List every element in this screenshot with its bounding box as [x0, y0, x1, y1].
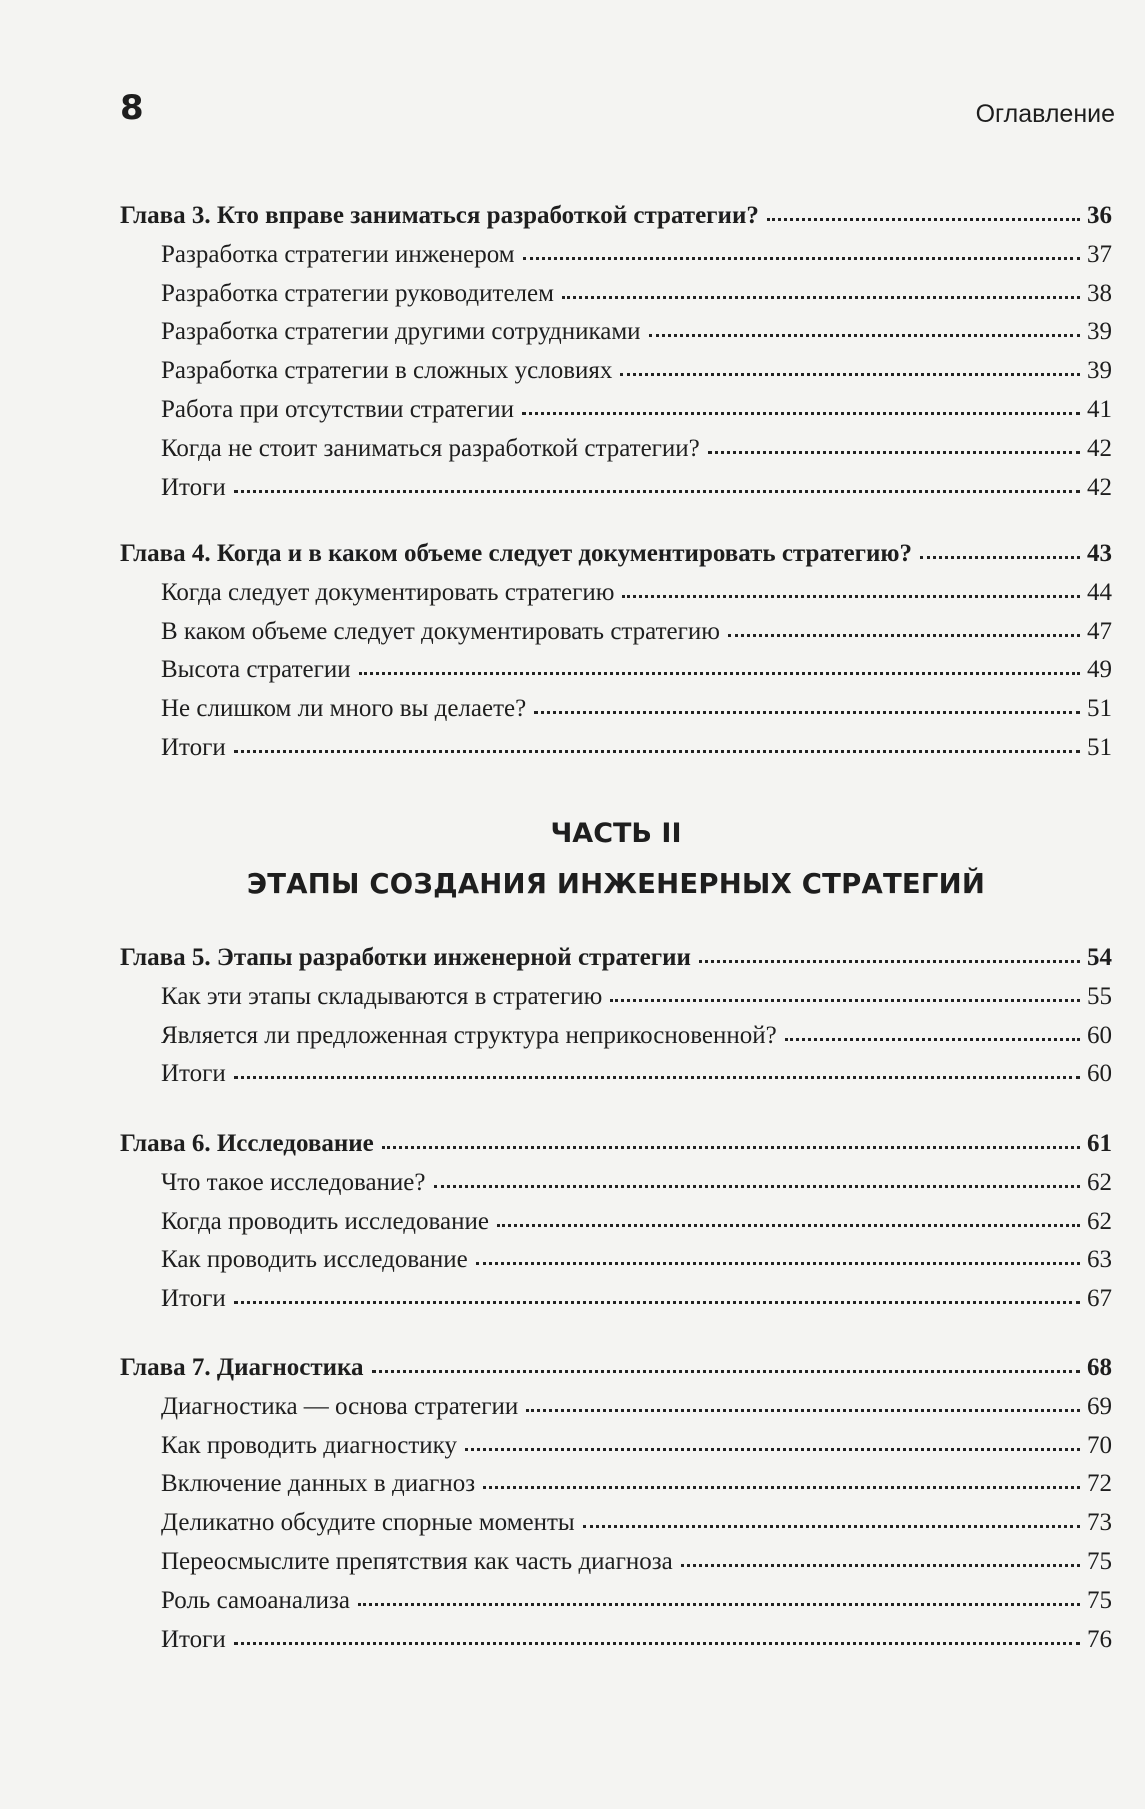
toc-section-entry — [120, 313, 1112, 352]
toc-page-number: 68 — [1087, 1354, 1112, 1381]
dot-leader — [562, 295, 1080, 299]
toc-page-number: 75 — [1087, 1586, 1112, 1614]
toc-entry-title: Глава 4. Когда и в каком объеме следует документировать стратегию? — [120, 540, 913, 567]
dot-leader — [234, 749, 1080, 753]
toc-section-entry — [120, 690, 1112, 729]
toc-section-entry — [120, 1504, 1112, 1543]
toc-block-chapter-3 — [120, 197, 1112, 507]
toc-entry-title: Разработка стратегии инженером — [161, 240, 515, 268]
dot-leader — [234, 489, 1080, 493]
toc-page-number: 72 — [1087, 1470, 1112, 1498]
toc-entry-title: Разработка стратегии руководителем — [161, 279, 554, 307]
toc-section-entry — [120, 1388, 1112, 1427]
dot-leader — [476, 1261, 1080, 1265]
toc-entry-title: Является ли предложенная структура неприкосновенной? — [161, 1021, 777, 1049]
toc-chapter-entry — [120, 939, 1112, 978]
toc-page-number: 49 — [1087, 656, 1112, 684]
toc-section-entry — [120, 1465, 1112, 1504]
toc-page-number: 67 — [1087, 1285, 1112, 1313]
toc-entry-title: Деликатно обсудите спорные моменты — [161, 1509, 575, 1537]
dot-leader — [708, 450, 1080, 454]
toc-page-number: 76 — [1087, 1625, 1112, 1653]
toc-chapter-entry — [120, 535, 1112, 574]
dot-leader — [234, 1075, 1080, 1079]
toc-page-number: 37 — [1087, 240, 1112, 268]
toc-section-entry — [120, 391, 1112, 430]
toc-page-number: 39 — [1087, 357, 1112, 385]
toc-entry-title: Итоги — [161, 733, 226, 761]
dot-leader — [785, 1037, 1080, 1041]
dot-leader — [358, 1602, 1080, 1606]
toc-block-chapter-7 — [120, 1349, 1112, 1659]
dot-leader — [359, 671, 1080, 675]
toc-entry-title: Когда проводить исследование — [161, 1207, 489, 1235]
toc-page-number: 70 — [1087, 1431, 1112, 1459]
toc-page-number: 54 — [1087, 944, 1112, 971]
toc-block-chapter-6 — [120, 1125, 1112, 1319]
toc-page-number: 73 — [1087, 1509, 1112, 1537]
dot-leader — [920, 555, 1080, 559]
toc-page-number: 42 — [1087, 473, 1112, 501]
toc-section-entry — [120, 1241, 1112, 1280]
dot-leader — [434, 1184, 1080, 1188]
dot-leader — [497, 1223, 1080, 1227]
toc-page-number: 62 — [1087, 1168, 1112, 1196]
toc-entry-title: Итоги — [161, 1060, 226, 1088]
dot-leader — [583, 1524, 1080, 1528]
toc-entry-title: Глава 7. Диагностика — [120, 1354, 364, 1381]
toc-section-entry — [120, 1621, 1112, 1660]
toc-section-entry — [120, 651, 1112, 690]
toc-page-number: 69 — [1087, 1392, 1112, 1420]
dot-leader — [767, 217, 1080, 221]
toc-entry-title: В каком объеме следует документировать стратегию — [161, 617, 720, 645]
dot-leader — [649, 333, 1080, 337]
dot-leader — [534, 710, 1080, 714]
dot-leader — [234, 1641, 1080, 1645]
toc-section-entry — [120, 236, 1112, 275]
toc-entry-title: Глава 5. Этапы разработки инженерной стратегии — [120, 944, 691, 971]
toc-page-number: 41 — [1087, 395, 1112, 423]
toc-page-number: 62 — [1087, 1207, 1112, 1235]
toc-page-number: 43 — [1087, 540, 1112, 567]
toc-entry-title: Глава 3. Кто вправе заниматься разработкой стратегии? — [120, 202, 759, 229]
toc-page-number: 60 — [1087, 1060, 1112, 1088]
toc-entry-title: Диагностика — основа стратегии — [161, 1392, 519, 1420]
dot-leader — [522, 411, 1080, 415]
part-label: ЧАСТЬ II — [550, 818, 682, 849]
toc-section-entry — [120, 978, 1112, 1017]
toc-entry-title: Работа при отсутствии стратегии — [161, 395, 515, 423]
toc-section-entry — [120, 1280, 1112, 1319]
toc-page-number: 63 — [1087, 1246, 1112, 1274]
toc-page-number: 38 — [1087, 279, 1112, 307]
dot-leader — [523, 256, 1080, 260]
dot-leader — [382, 1145, 1080, 1149]
toc-section-entry — [120, 1017, 1112, 1056]
toc-page-number: 55 — [1087, 982, 1112, 1010]
toc-page-number: 60 — [1087, 1021, 1112, 1049]
dot-leader — [483, 1485, 1080, 1489]
toc-entry-title: Что такое исследование? — [161, 1168, 426, 1196]
toc-page-number: 61 — [1087, 1130, 1112, 1157]
toc-entry-title: Как проводить диагностику — [161, 1431, 457, 1459]
dot-leader — [622, 594, 1080, 598]
toc-entry-title: Итоги — [161, 1625, 226, 1653]
toc-entry-title: Когда не стоит заниматься разработкой стратегии? — [161, 434, 700, 462]
toc-section-entry — [120, 1055, 1112, 1094]
toc-chapter-entry — [120, 1349, 1112, 1388]
toc-section-entry — [120, 352, 1112, 391]
toc-entry-title: Разработка стратегии другими сотрудниками — [161, 318, 641, 346]
toc-section-entry — [120, 275, 1112, 314]
toc-entry-title: Как проводить исследование — [161, 1246, 468, 1274]
toc-section-entry — [120, 469, 1112, 508]
running-head: Оглавление — [975, 100, 1115, 128]
toc-entry-title: Итоги — [161, 473, 226, 501]
page-number: 8 — [120, 88, 144, 128]
dot-leader — [699, 959, 1080, 963]
toc-entry-title: Высота стратегии — [161, 656, 351, 684]
dot-leader — [681, 1563, 1080, 1567]
toc-entry-title: Переосмыслите препятствия как часть диагноза — [161, 1547, 673, 1575]
toc-block-chapter-4 — [120, 535, 1112, 768]
toc-section-entry — [120, 1164, 1112, 1203]
toc-page-number: 39 — [1087, 318, 1112, 346]
toc-page-number: 42 — [1087, 434, 1112, 462]
toc-page-number: 75 — [1087, 1547, 1112, 1575]
toc-entry-title: Включение данных в диагноз — [161, 1470, 476, 1498]
toc-chapter-entry — [120, 1125, 1112, 1164]
toc-entry-title: Глава 6. Исследование — [120, 1130, 374, 1157]
toc-entry-title: Как эти этапы складываются в стратегию — [161, 982, 603, 1010]
toc-section-entry — [120, 1203, 1112, 1242]
dot-leader — [610, 998, 1080, 1002]
toc-page-number: 51 — [1087, 733, 1112, 761]
toc-section-entry — [120, 1582, 1112, 1621]
toc-section-entry — [120, 613, 1112, 652]
toc-entry-title: Не слишком ли много вы делаете? — [161, 695, 527, 723]
dot-leader — [728, 633, 1080, 637]
toc-section-entry — [120, 729, 1112, 768]
toc-section-entry — [120, 1543, 1112, 1582]
toc-entry-title: Когда следует документировать стратегию — [161, 578, 615, 606]
toc-entry-title: Итоги — [161, 1285, 226, 1313]
toc-page-number: 51 — [1087, 695, 1112, 723]
dot-leader — [372, 1369, 1080, 1373]
toc-section-entry — [120, 430, 1112, 469]
dot-leader — [526, 1408, 1080, 1412]
part-title: ЭТАПЫ СОЗДАНИЯ ИНЖЕНЕРНЫХ СТРАТЕГИЙ — [246, 868, 986, 900]
toc-chapter-entry — [120, 197, 1112, 236]
toc-block-chapter-5 — [120, 939, 1112, 1094]
toc-page-number: 36 — [1087, 202, 1112, 229]
dot-leader — [465, 1447, 1080, 1451]
toc-section-entry — [120, 1427, 1112, 1466]
toc-page-number: 44 — [1087, 578, 1112, 606]
dot-leader — [234, 1300, 1080, 1304]
toc-page-number: 47 — [1087, 617, 1112, 645]
toc-entry-title: Роль самоанализа — [161, 1586, 351, 1614]
toc-entry-title: Разработка стратегии в сложных условиях — [161, 357, 613, 385]
dot-leader — [620, 372, 1080, 376]
toc-section-entry — [120, 574, 1112, 613]
